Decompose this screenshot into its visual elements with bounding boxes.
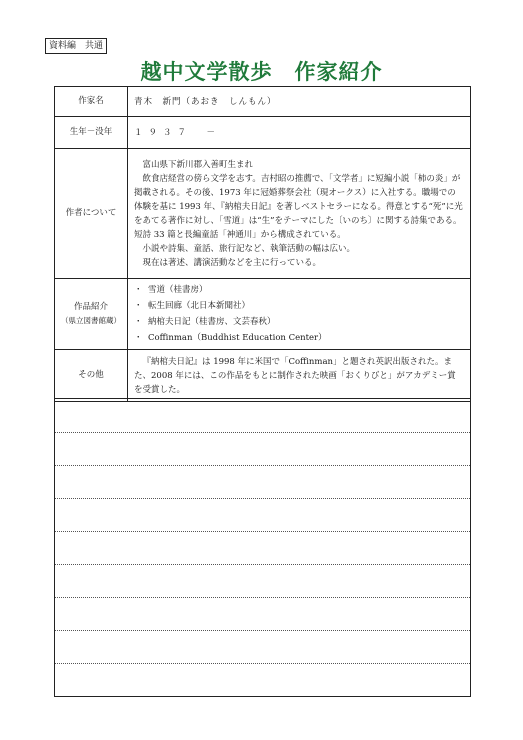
work-item xyxy=(134,330,464,346)
other-text: 『納棺夫日記』は 1998 年に米国で「Coffinman」と題され英訳出版された。また、2008 年には、この作品をもとに制作された映画「おくりびと」がアカデミー賞を受賞した。 xyxy=(134,356,456,395)
work-title: 転生回廊（北日本新聞社） xyxy=(148,301,251,311)
about-paragraph: 富山県下新川郡入善町生まれ xyxy=(142,159,254,170)
about-paragraph: 小説や詩集、童話、旅行記など、執筆活動の幅は広い。 xyxy=(142,243,356,254)
other-label: その他 xyxy=(55,350,128,402)
work-title: 納棺夫日記（桂書房、文芸春秋） xyxy=(148,317,276,327)
author-years: １９３７ － xyxy=(128,117,471,149)
about-paragraph: 飲食店経営の傍ら文学を志す。吉村昭の推薦で、「文学者」に短編小説「柿の炎」が掲載される。その後、1973 年に冠婚葬祭会社（現オークス）に入社する。職場での体験を基に 1993 年、『納棺夫日記』を著しベストセラーになる。得意とする“死”に光をあてる著作に対し、「雪道」は“生”をテーマにした〔いのち〕に関する詩集である。短詩 33 篇と長編童話「神通川」から構成されている。 xyxy=(134,173,463,240)
other-text-cell xyxy=(128,350,471,402)
years-row xyxy=(55,117,471,149)
work-item xyxy=(134,282,464,298)
name-row xyxy=(55,87,471,117)
note-ruled-line xyxy=(55,531,470,532)
bullet: ・ xyxy=(134,333,143,343)
about-label: 作者について xyxy=(55,149,128,279)
work-title: 雪道（桂書房） xyxy=(148,285,208,295)
works-list xyxy=(134,282,464,346)
notes-area[interactable] xyxy=(54,398,471,697)
works-row xyxy=(55,279,471,350)
work-title: Coffinman（Buddhist Education Center） xyxy=(148,333,327,343)
works-sublabel: （県立図書館蔵） xyxy=(61,316,121,325)
document-category-tag: 資料編 共通 xyxy=(45,38,107,54)
other-row xyxy=(55,350,471,402)
note-ruled-line xyxy=(55,498,470,499)
note-ruled-line xyxy=(55,465,470,466)
about-text xyxy=(128,149,471,279)
bullet: ・ xyxy=(134,317,143,327)
note-ruled-line xyxy=(55,597,470,598)
author-name: 青木 新門（あおき しんもん） xyxy=(128,87,471,117)
works-list-cell xyxy=(128,279,471,350)
bullet: ・ xyxy=(134,285,143,295)
bullet: ・ xyxy=(134,301,143,311)
page-title: 越中文学散歩 作家紹介 xyxy=(140,59,383,84)
note-ruled-line xyxy=(55,564,470,565)
work-item xyxy=(134,298,464,314)
note-ruled-line xyxy=(55,663,470,664)
about-paragraph: 現在は著述、講演活動などを主に行っている。 xyxy=(142,257,322,268)
years-label: 生年－没年 xyxy=(55,117,128,149)
note-ruled-line xyxy=(55,432,470,433)
about-row xyxy=(55,149,471,279)
name-label: 作家名 xyxy=(55,87,128,117)
works-label-cell xyxy=(55,279,128,350)
author-profile-table xyxy=(54,86,471,402)
work-item xyxy=(134,314,464,330)
note-ruled-line xyxy=(55,630,470,631)
works-label: 作品紹介 xyxy=(73,302,108,312)
